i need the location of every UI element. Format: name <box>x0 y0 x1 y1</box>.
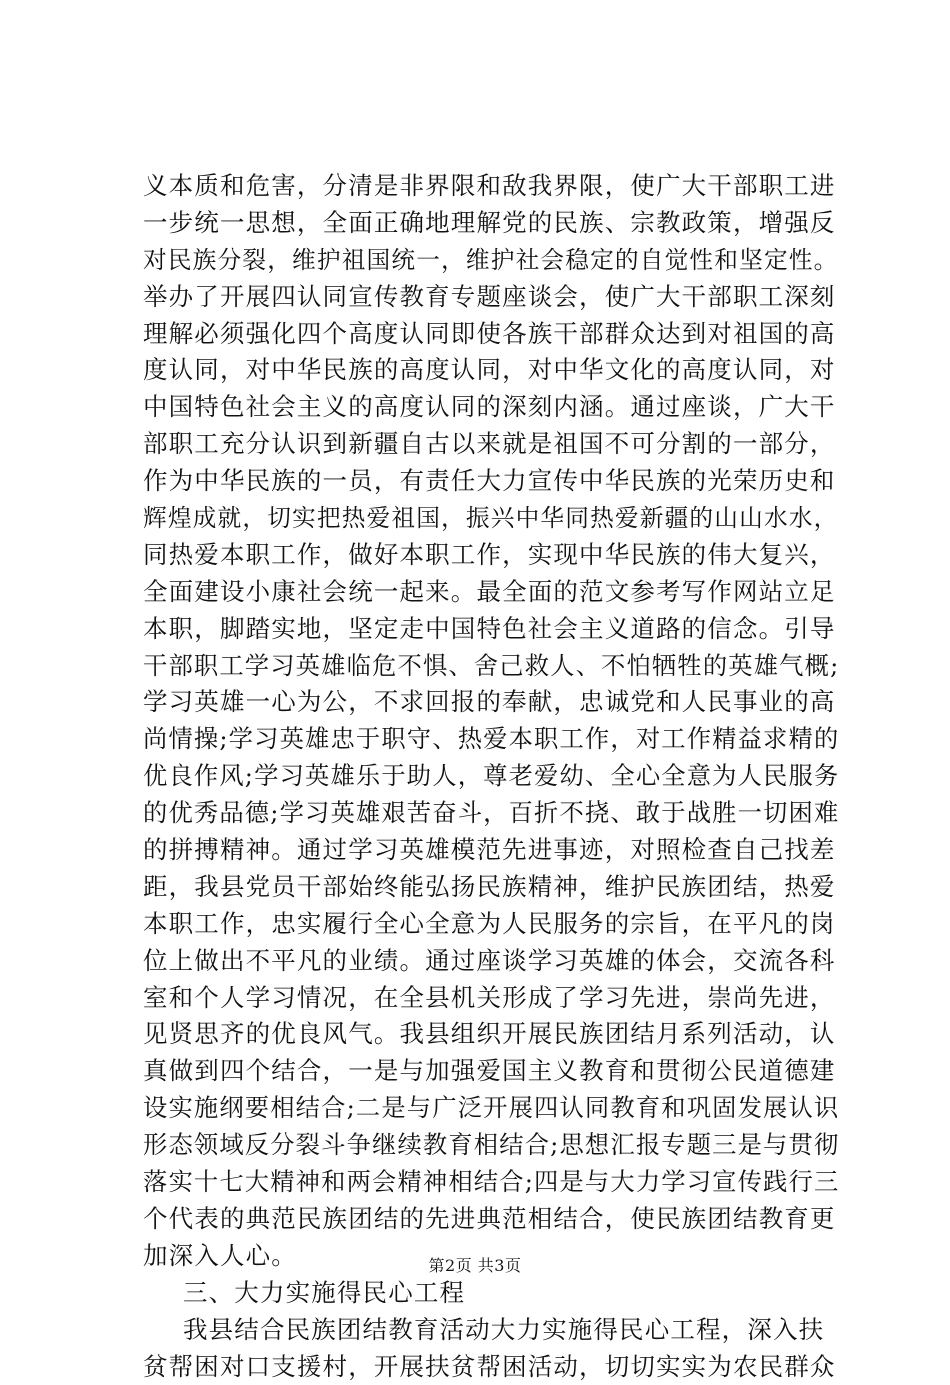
text-line: 干部职工学习英雄临危不惧、舍己救人、不怕牺牲的英雄气概; <box>143 648 843 685</box>
text-line: 全面建设小康社会统一起来。最全面的范文参考写作网站立足 <box>143 574 843 611</box>
text-line: 对民族分裂，维护祖国统一，维护社会稳定的自觉性和坚定性。 <box>143 242 843 279</box>
text-line: 落实十七大精神和两会精神相结合;四是与大力学习宣传践行三 <box>143 1164 843 1201</box>
text-line: 义本质和危害，分清是非界限和敌我界限，使广大干部职工进 <box>143 168 843 205</box>
text-line: 加深入人心。 <box>143 1238 843 1275</box>
text-line: 本职工作，忠实履行全心全意为人民服务的宗旨，在平凡的岗 <box>143 906 843 943</box>
text-line: 形态领域反分裂斗争继续教育相结合;思想汇报专题三是与贯彻 <box>143 1127 843 1164</box>
text-line: 尚情操;学习英雄忠于职守、热爱本职工作，对工作精益求精的 <box>143 721 843 758</box>
text-line: 辉煌成就，切实把热爱祖国，振兴中华同热爱新疆的山山水水， <box>143 500 843 537</box>
text-line: 的优秀品德;学习英雄艰苦奋斗，百折不挠、敢于战胜一切困难 <box>143 795 843 832</box>
body-text <box>143 168 843 1385</box>
text-line: 一步统一思想，全面正确地理解党的民族、宗教政策，增强反 <box>143 205 843 242</box>
text-line: 见贤思齐的优良风气。我县组织开展民族团结月系列活动，认 <box>143 1016 843 1053</box>
text-line: 真做到四个结合，一是与加强爱国主义教育和贯彻公民道德建 <box>143 1053 843 1090</box>
text-line: 个代表的典范民族团结的先进典范相结合，使民族团结教育更 <box>143 1201 843 1238</box>
text-line: 度认同，对中华民族的高度认同，对中华文化的高度认同，对 <box>143 352 843 389</box>
text-line: 距，我县党员干部始终能弘扬民族精神，维护民族团结，热爱 <box>143 869 843 906</box>
text-line: 作为中华民族的一员，有责任大力宣传中华民族的光荣历史和 <box>143 463 843 500</box>
text-line: 室和个人学习情况，在全县机关形成了学习先进，崇尚先进， <box>143 980 843 1017</box>
text-line: 设实施纲要相结合;二是与广泛开展四认同教育和巩固发展认识 <box>143 1090 843 1127</box>
text-line: 本职，脚踏实地，坚定走中国特色社会主义道路的信念。引导 <box>143 611 843 648</box>
text-line: 优良作风;学习英雄乐于助人，尊老爱幼、全心全意为人民服务 <box>143 758 843 795</box>
text-line: 学习英雄一心为公，不求回报的奉献，忠诚党和人民事业的高 <box>143 684 843 721</box>
text-line: 部职工充分认识到新疆自古以来就是祖国不可分割的一部分， <box>143 426 843 463</box>
text-line: 中国特色社会主义的高度认同的深刻内涵。通过座谈，广大干 <box>143 389 843 426</box>
text-line: 我县结合民族团结教育活动大力实施得民心工程，深入扶 <box>143 1312 843 1349</box>
text-line: 的拼搏精神。通过学习英雄模范先进事迹，对照检查自己找差 <box>143 832 843 869</box>
text-line: 贫帮困对口支援村，开展扶贫帮困活动，切切实实为农民群众 <box>143 1349 843 1385</box>
text-line: 位上做出不平凡的业绩。通过座谈学习英雄的体会，交流各科 <box>143 943 843 980</box>
text-line: 举办了开展四认同宣传教育专题座谈会，使广大干部职工深刻 <box>143 279 843 316</box>
section-heading: 三、大力实施得民心工程 <box>143 1275 843 1312</box>
page-number-footer: 第2页 共3页 <box>0 1256 950 1276</box>
text-line: 同热爱本职工作，做好本职工作，实现中华民族的伟大复兴， <box>143 537 843 574</box>
text-line: 理解必须强化四个高度认同即使各族干部群众达到对祖国的高 <box>143 316 843 353</box>
